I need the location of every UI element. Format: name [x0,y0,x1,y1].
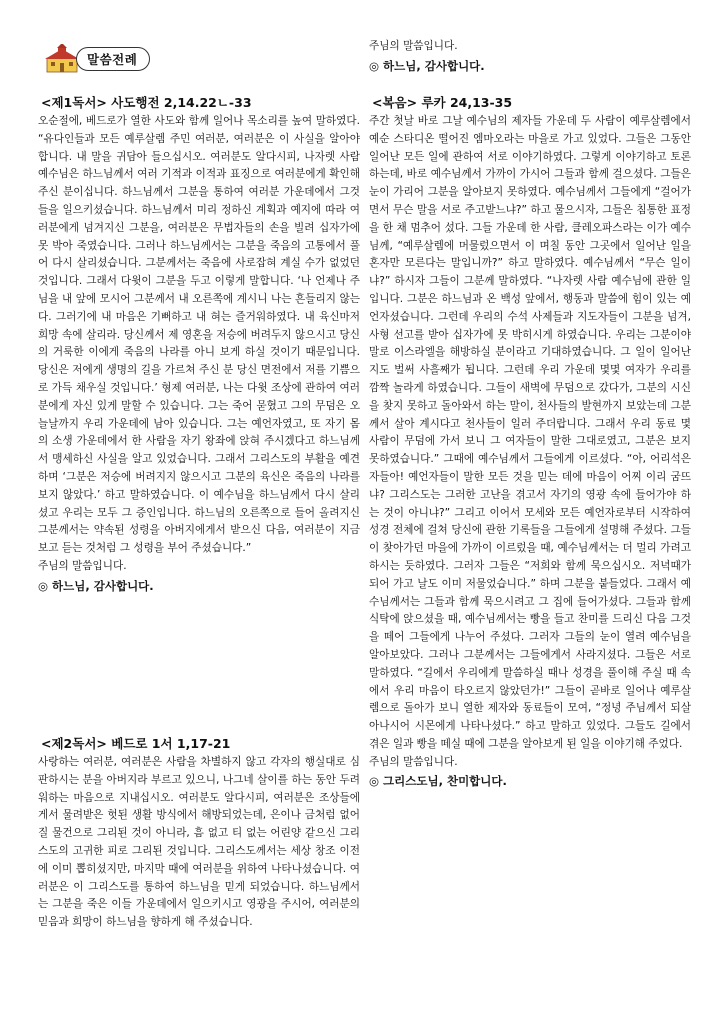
first-reading-ending: 주님의 말씀입니다. [38,559,127,572]
gospel-body: 주간 첫날 바로 그날 예수님의 제자들 가운데 두 사람이 예루살렘에서 예순 스타디온 떨어진 엠마오라는 마을로 가고 있었다. 그들은 그동안 일어난 모든 일에 관하여 서로 이야기하였다. 그렇게 이야기하고 토론하는데, 바로 예수님께서 가까이 가시어 그들과 함께 걸으셨다. 그들은 눈이 가리어 그분을 알아보지 못하였다. 예수님께서 그들에게 “걸어가면서 무슨 말을 서로 주고받느냐?” 하고 물으시자, 그들은 침통한 표정을 한 채 멈추어 섰다. 그들 가운데 한 사람, 클레오파스라는 이가 예수님께, “예루살렘에 머물렀으면서 이 며칠 동안 그곳에서 일어난 일을 혼자만 모른다는 말입니까?” 하고 말하였다. 예수님께서 “무슨 일이냐?” 하시자 그들이 그분께 말하였다. “나자렛 사람 예수님에 관한 일입니다. 그분은 하느님과 온 백성 앞에서, 행동과 말씀에 힘이 있는 예언자셨습니다. 그런데 우리의 수석 사제들과 지도자들이 그분을 넘겨, 사형 선고를 받아 십자가에 못 박히시게 하였습니다. 우리는 그분이야말로 이스라엘을 해방하실 분이라고 기대하였습니다. 그 일이 일어난 지도 벌써 사흘째가 됩니다. 그런데 우리 가운데 몇몇 여자가 우리를 깜짝 놀라게 하였습니다. 그들이 새벽에 무덤으로 갔다가, 그분의 시신을 찾지 못하고 돌아와서 하는 말이, 천사들의 발현까지 보았는데 그분께서 살아 계시다고 천사들이 일러 주더랍니다. 그래서 우리 동료 몇 사람이 무덤에 가서 보니 그 여자들이 말한 그대로였고, 그분은 보지 못하였습니다.” 그때에 예수님께서 그들에게 이르셨다. “아, 어리석은 자들아! 예언자들이 말한 모든 것을 믿는 데에 마음이 어찌 이리 굼뜨냐? 그리스도는 그러한 고난을 겪고서 자기의 영광 속에 들어가야 하는 것이 아니냐?” 그리고 이어서 모세와 모든 예언자로부터 시작하여 성경 전체에 걸쳐 당신에 관한 기록들을 그들에게 설명해 주셨다. 그들이 찾아가던 마을에 가까이 이르렀을 때, 예수님께서는 더 멀리 가려고 하시는 듯하였다. 그러자 그들은 “저희와 함께 묵으십시오. 저녁때가 되어 가고 날도 이미 저물었습니다.” 하며 그분을 붙들었다. 그래서 예수님께서는 그들과 함께 묵으시려고 그 집에 들어가셨다. 그들과 함께 식탁에 앉으셨을 때, 예수님께서는 빵을 들고 찬미를 드리신 다음 그것을 떼어 그들에게 나누어 주셨다. 그러자 그들의 눈이 열려 예수님을 알아보았다. 그러나 그분께서는 그들에게서 사라지셨다. 그들은 서로 말하였다. “길에서 우리에게 말씀하실 때나 성경을 풀이해 주실 때 속에서 우리 마음이 타오르지 않았던가!” 그들이 곧바로 일어나 예루살렘으로 돌아가 보니 열한 제자와 동료들이 모여, “정녕 주님께서 되살아나시어 시몬에게 나타나셨다.” 하고 말하고 있었다. 그들도 길에서 겪은 일과 빵을 떼실 때에 그분을 알아보게 된 일을 이야기해 주었다. [369,115,691,750]
first-reading-title: <제1독서> 사도행전 2,14.22ㄴ-33 [41,95,252,110]
first-reading-body: 오순절에, 베드로가 열한 사도와 함께 일어나 목소리를 높여 말하였다. “유다인들과 모든 예루살렘 주민 여러분, 여러분은 이 사실을 알아야 합니다. 내 말을 귀담아 들으십시오. 여러분도 알다시피, 나자렛 사람 예수님은 하느님께서 여러 기적과 이적과 표징으로 여러분에게 확인해 주신 분이십니다. 하느님께서 그분을 통하여 여러분 가운데에서 그것들을 일으키셨습니다. 하느님께서 미리 정하신 계획과 예지에 따라 여러분에게 넘겨지신 그분을, 여러분은 무법자들의 손을 빌려 십자가에 못 박아 죽였습니다. 그러나 하느님께서는 그분을 죽음의 고통에서 풀어 다시 살리셨습니다. 그분께서는 죽음에 사로잡혀 계실 수가 없었던 것입니다. 그래서 다윗이 그분을 두고 이렇게 말합니다. ‘나 언제나 주님을 내 앞에 모시어 그분께서 내 오른쪽에 계시니 나는 흔들리지 않는다. 그러기에 내 마음은 기뻐하고 내 혀는 즐거워하였다. 내 육신마저 희망 속에 살리라. 당신께서 제 영혼을 저승에 버려두지 않으시고 당신의 거룩한 이에게 죽음의 나라를 아니 보게 하실 것이기 때문입니다. 당신은 저에게 생명의 길을 가르쳐 주신 분 당신 면전에서 저를 기쁨으로 가득 채우실 것입니다.’ 형제 여러분, 나는 다윗 조상에 관하여 여러분에게 자신 있게 말할 수 있습니다. 그는 죽어 묻혔고 그의 무덤은 오늘날까지 우리 가운데에 남아 있습니다. 그는 예언자였고, 또 자기 몸의 소생 가운데에서 한 사람을 자기 왕좌에 앉혀 주시겠다고 하느님께서 맹세하신 사실을 알고 있었습니다. 그래서 그리스도의 부활을 예견하며 ‘그분은 저승에 버려지지 않으시고 그분의 육신은 죽음의 나라를 보지 않았다.’ 하고 말하였습니다. 이 예수님을 하느님께서 다시 살리셨고 우리는 모두 그 증인입니다. 하느님의 오른쪽으로 들어 올려지신 그분께서는 약속된 성령을 아버지에게서 받으신 다음, 여러분이 지금 보고 듣는 것처럼 그 성령을 부어 주셨습니다.” [38,115,360,555]
gospel-ending: 주님의 말씀입니다. [369,755,458,768]
gospel-response: ◎ 그리스도님, 찬미합니다. [369,774,507,789]
section-label: 말씀전례 [76,47,150,71]
first-reading [38,94,360,596]
second-reading [38,735,360,932]
second-reading-title: <제2독서> 베드로 1서 1,17-21 [41,736,231,751]
second-reading-continued [369,38,691,76]
second-reading-body: 사랑하는 여러분, 여러분은 사람을 차별하지 않고 각자의 행실대로 심판하시는 분을 아버지라 부르고 있으니, 나그네 살이를 하는 동안 두려워하는 마음으로 지내십시오. 여러분도 알다시피, 여러분은 조상들에게서 물려받은 헛된 생활 방식에서 해방되었는데, 은이나 금처럼 없어질 물건으로 그리된 것이 아니라, 흠 없고 티 없는 어린양 같으신 그리스도의 고귀한 피로 그리된 것입니다. 그리스도께서는 세상 창조 이전에 이미 뽑히셨지만, 마지막 때에 여러분을 위하여 나타나셨습니다. 여러분은 이 그리스도를 통하여 하느님을 믿게 되었습니다. 하느님께서는 그분을 죽은 이들 가운데에서 일으키시고 영광을 주시어, 여러분의 믿음과 희망이 하느님을 향하게 해 주셨습니다. [38,756,360,929]
section-badge [44,44,150,74]
second-reading-ending: 주님의 말씀입니다. [369,40,458,52]
gospel-title: <복음> 루카 24,13-35 [372,95,513,110]
first-reading-response: ◎ 하느님, 감사합니다. [38,578,154,593]
second-reading-response: ◎ 하느님, 감사합니다. [369,58,485,73]
gospel [369,94,691,791]
church-icon [44,44,80,74]
